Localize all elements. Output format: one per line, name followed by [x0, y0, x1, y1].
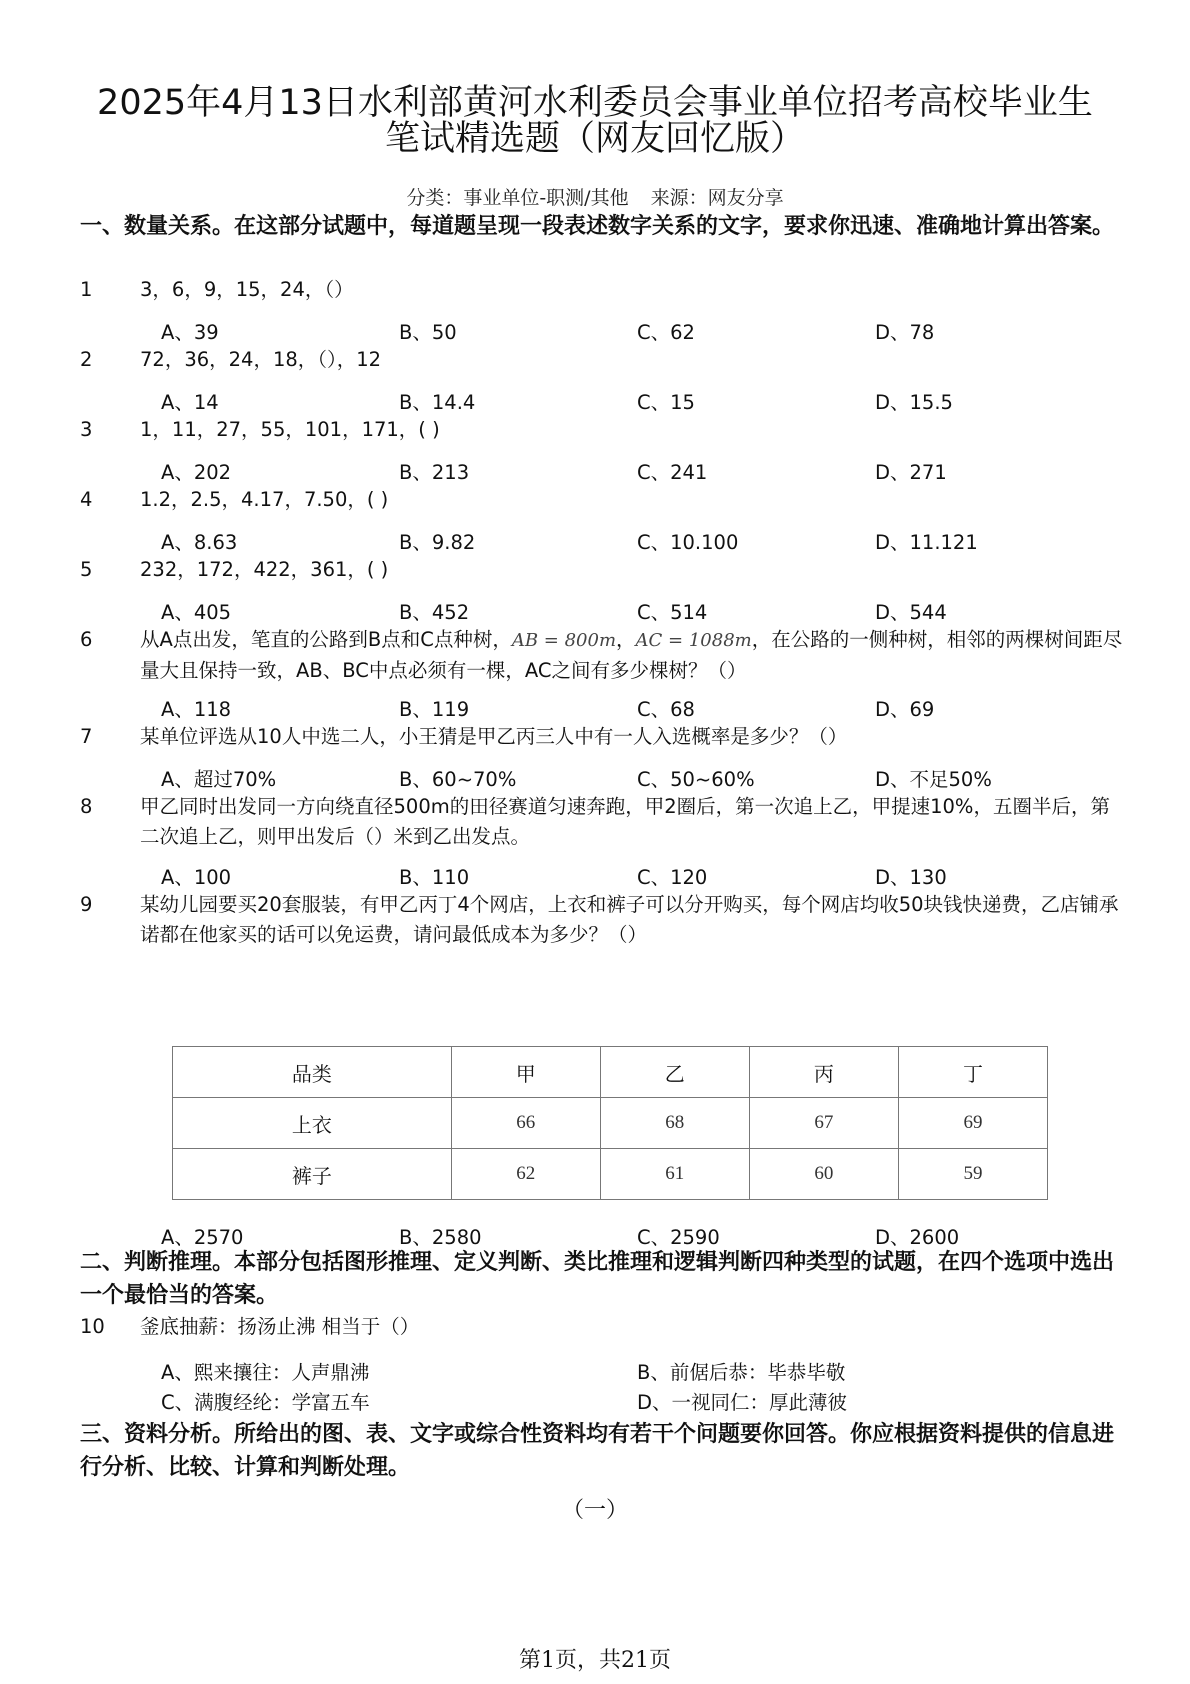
options-q10-row1: [161, 1357, 1121, 1387]
option-c[interactable]: C、68: [637, 698, 695, 721]
table-cell: 59: [898, 1149, 1047, 1200]
table-header-cell: 乙: [600, 1047, 749, 1098]
section-reasoning: 二、判断推理。本部分包括图形推理、定义判断、类比推理和逻辑判断四种类型的试题，在四个选项中选出一个最恰当的答案。: [80, 1250, 1115, 1308]
question-number: 4: [80, 488, 93, 511]
page-title-line2: 笔试精选题（网友回忆版）: [384, 119, 805, 159]
options-q5: [161, 597, 1121, 627]
option-c[interactable]: C、514: [637, 601, 708, 624]
meta-source: 来源：网友分享: [650, 187, 784, 209]
option-d[interactable]: D、一视同仁：厚此薄彼: [637, 1391, 848, 1414]
option-a[interactable]: A、8.63: [161, 531, 238, 554]
question-number: 9: [80, 893, 93, 916]
price-table: [172, 1046, 1048, 1200]
option-a[interactable]: A、202: [161, 461, 232, 484]
option-c[interactable]: C、10.100: [637, 531, 739, 554]
section-data-analysis: 三、资料分析。所给出的图、表、文字或综合性资料均有若干个问题要你回答。你应根据资料提供的信息进行分析、比较、计算和判断处理。: [80, 1422, 1115, 1480]
stem-separator: ，: [616, 628, 636, 651]
option-a[interactable]: A、39: [161, 321, 219, 344]
option-d[interactable]: D、544: [875, 601, 947, 624]
page-title-line1: 2025年4月13日水利部黄河水利委员会事业单位招考高校毕业生: [97, 83, 1093, 123]
option-d[interactable]: D、78: [875, 321, 935, 344]
table-cell: 60: [749, 1149, 898, 1200]
page-footer: 第1页，共21页: [519, 1648, 671, 1673]
option-d[interactable]: D、2600: [875, 1226, 960, 1249]
subsection-label: （一）: [561, 1498, 628, 1523]
table-row: [173, 1149, 1048, 1200]
table-cell: 67: [749, 1098, 898, 1149]
option-d[interactable]: D、11.121: [875, 531, 978, 554]
option-c[interactable]: C、241: [637, 461, 708, 484]
option-d[interactable]: D、15.5: [875, 391, 953, 414]
question-number: 2: [80, 348, 93, 371]
option-d[interactable]: D、69: [875, 698, 935, 721]
math-ab-800m: AB = 800m: [511, 630, 617, 651]
options-q3: [161, 457, 1121, 487]
math-ac-1088m: AC = 1088m: [635, 630, 752, 651]
question-number: 1: [80, 278, 93, 301]
question-stem: 甲乙同时出发同一方向绕直径500m的田径赛道匀速奔跑，甲2圈后，第一次追上乙，甲提速10%，五圈半后，第二次追上乙，则甲出发后（）米到乙出发点。: [140, 795, 1110, 848]
option-c[interactable]: C、满腹经纶：学富五车: [161, 1391, 370, 1414]
option-c[interactable]: C、2590: [637, 1226, 720, 1249]
option-a[interactable]: A、超过70%: [161, 768, 277, 791]
option-b[interactable]: B、119: [399, 698, 470, 721]
question-stem: 232，172，422，361，( ): [140, 558, 389, 581]
table-header-cell: 丁: [898, 1047, 1047, 1098]
question-stem: 1，11，27，55，101，171，( ): [140, 418, 440, 441]
option-c[interactable]: C、50~60%: [637, 768, 755, 791]
option-a[interactable]: A、14: [161, 391, 219, 414]
table-row-label: 裤子: [173, 1149, 452, 1200]
section-quantitative: 一、数量关系。在这部分试题中，每道题呈现一段表述数字关系的文字，要求你迅速、准确地计算出答案。: [80, 214, 1115, 239]
option-b[interactable]: B、110: [399, 866, 470, 889]
table-header-cell: 品类: [173, 1047, 452, 1098]
question-stem: 1.2，2.5，4.17，7.50，( ): [140, 488, 389, 511]
option-b[interactable]: B、前倨后恭：毕恭毕敬: [637, 1361, 846, 1384]
question-number: 6: [80, 628, 93, 651]
question-stem: 某单位评选从10人中选二人，小王猜是甲乙丙三人中有一人入选概率是多少？（）: [140, 725, 848, 748]
option-b[interactable]: B、60~70%: [399, 768, 517, 791]
option-a[interactable]: A、405: [161, 601, 232, 624]
question-number: 8: [80, 795, 93, 818]
options-q2: [161, 387, 1121, 417]
option-b[interactable]: B、452: [399, 601, 470, 624]
table-cell: 66: [451, 1098, 600, 1149]
meta-line: [0, 183, 1190, 210]
table-cell: 69: [898, 1098, 1047, 1149]
option-b[interactable]: B、9.82: [399, 531, 476, 554]
meta-category: 分类：事业单位-职测/其他: [406, 187, 629, 209]
option-d[interactable]: D、271: [875, 461, 947, 484]
option-a[interactable]: A、118: [161, 698, 232, 721]
options-q8: [161, 862, 1121, 892]
option-d[interactable]: D、不足50%: [875, 768, 992, 791]
table-row-label: 上衣: [173, 1098, 452, 1149]
option-a[interactable]: A、100: [161, 866, 232, 889]
question-stem: 釜底抽薪：扬汤止沸 相当于（）: [140, 1315, 420, 1338]
table-cell: 62: [451, 1149, 600, 1200]
table-header-cell: 丙: [749, 1047, 898, 1098]
option-b[interactable]: B、14.4: [399, 391, 476, 414]
table-cell: 61: [600, 1149, 749, 1200]
table-cell: 68: [600, 1098, 749, 1149]
stem-part-a: 从A点出发，笔直的公路到B点和C点种树，: [140, 628, 512, 651]
options-q7: [161, 764, 1121, 794]
question-number: 10: [80, 1315, 105, 1338]
question-stem: 72，36，24，18，（），12: [140, 348, 382, 371]
option-a[interactable]: A、熙来攘往：人声鼎沸: [161, 1361, 370, 1384]
option-b[interactable]: B、50: [399, 321, 457, 344]
question-number: 7: [80, 725, 93, 748]
question-number: 5: [80, 558, 93, 581]
question-stem: 3，6，9，15，24，（）: [140, 278, 354, 301]
option-c[interactable]: C、62: [637, 321, 695, 344]
question-number: 3: [80, 418, 93, 441]
options-q6: [161, 694, 1121, 724]
table-header-cell: 甲: [451, 1047, 600, 1098]
options-q10-row2: [161, 1387, 1121, 1417]
option-d[interactable]: D、130: [875, 866, 947, 889]
options-q4: [161, 527, 1121, 557]
option-b[interactable]: B、213: [399, 461, 470, 484]
option-b[interactable]: B、2580: [399, 1226, 482, 1249]
table-header-row: [173, 1047, 1048, 1098]
stem-part-b: ，在公路的一侧种树，相邻的两棵树间距尽量大且保持一致，AB、BC中点必须有一棵，AC之间有多少棵树？（）: [140, 628, 1123, 682]
option-a[interactable]: A、2570: [161, 1226, 244, 1249]
options-q1: [161, 317, 1121, 347]
question-stem: [140, 625, 1125, 686]
question-stem: 某幼儿园要买20套服装，有甲乙丙丁4个网店，上衣和裤子可以分开购买，每个网店均收50块钱快递费，乙店铺承诺都在他家买的话可以免运费，请问最低成本为多少？（）: [140, 893, 1119, 946]
option-c[interactable]: C、120: [637, 866, 708, 889]
table-row: [173, 1098, 1048, 1149]
option-c[interactable]: C、15: [637, 391, 695, 414]
